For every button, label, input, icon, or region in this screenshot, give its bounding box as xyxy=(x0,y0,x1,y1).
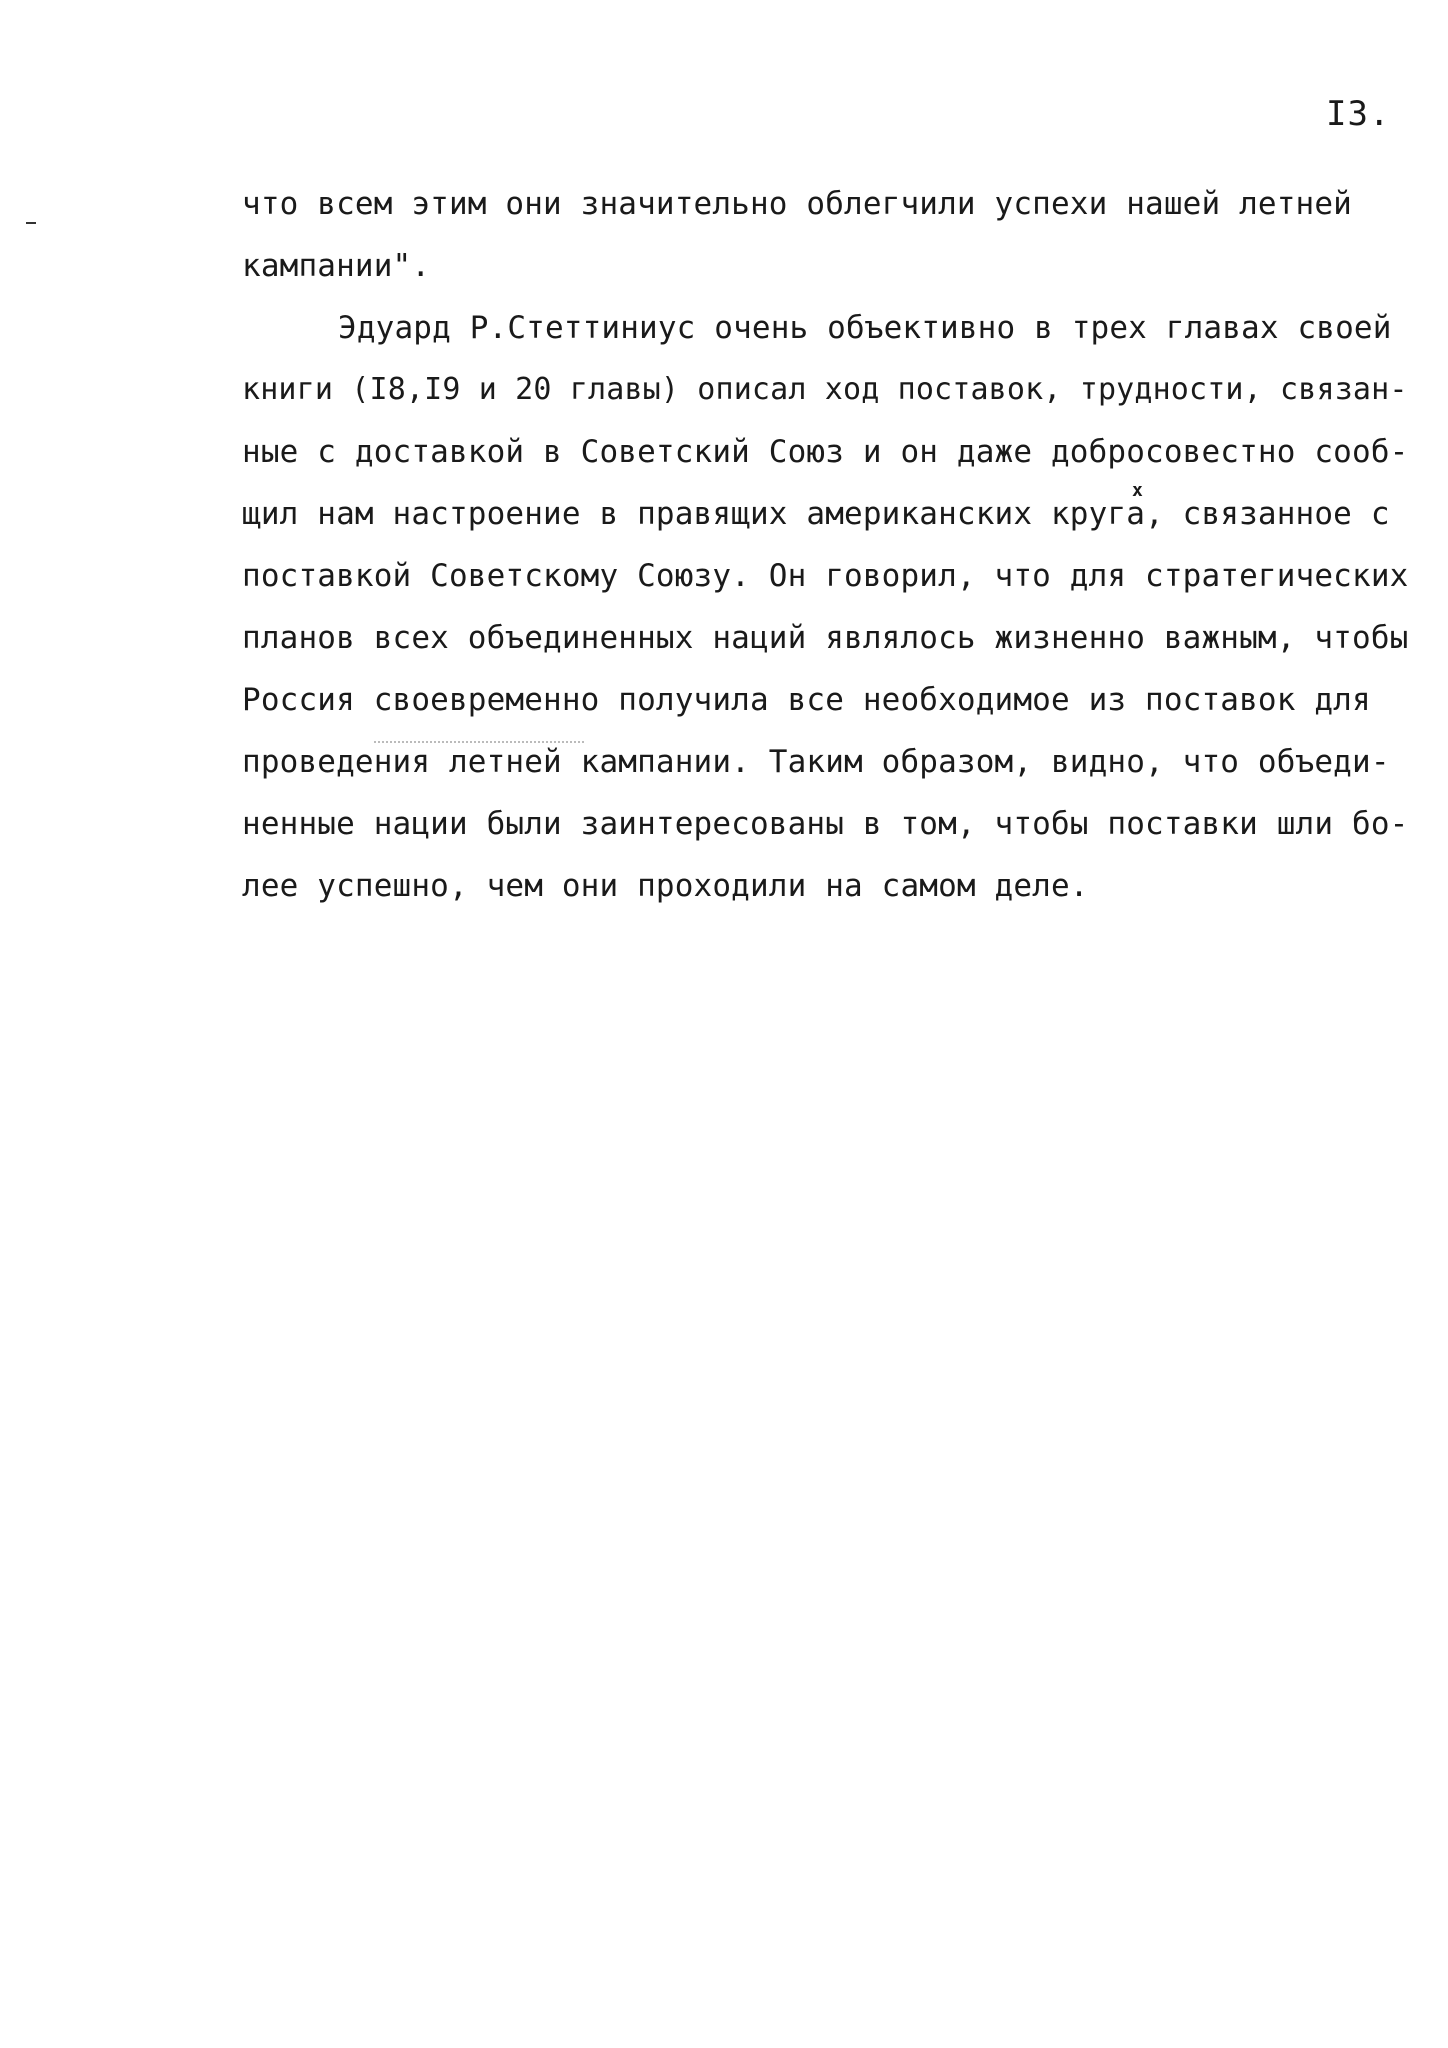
text-line-3: Эдуард Р.Стеттиниус очень объективно в трех главах своей xyxy=(338,310,1392,346)
text-line-11: ненные нации были заинтересованы в том, чтобы поставки шли бо- xyxy=(242,806,1409,842)
margin-mark xyxy=(26,222,36,224)
correction-mark: x xyxy=(1132,480,1143,501)
text-line-7: поставкой Советскому Союзу. Он говорил, что для стратегических xyxy=(242,558,1409,594)
text-line-9: Россия своевременно получила все необходимое из поставок для xyxy=(242,682,1371,718)
faint-underline-mark xyxy=(374,741,584,743)
text-line-10: проведения летней кампании. Таким образом, видно, что объеди- xyxy=(242,744,1390,780)
text-line-12: лее успешно, чем они проходили на самом деле. xyxy=(242,868,1089,904)
text-line-4: книги (I8,I9 и 20 главы) описал ход поставок, трудности, связан- xyxy=(242,372,1408,407)
text-line-2: кампании". xyxy=(242,248,431,284)
text-line-1: что всем этим они значительно облегчили успехи нашей летней xyxy=(242,186,1353,222)
text-line-8: планов всех объединенных наций являлось жизненно важным, чтобы xyxy=(242,620,1409,656)
text-line-5: ные с доставкой в Советский Союз и он даже добросовестно сооб- xyxy=(242,434,1409,470)
page-number: I3. xyxy=(1326,94,1391,134)
text-line-6: щил нам настроение в правящих американских круга, связанное с xyxy=(242,496,1390,532)
